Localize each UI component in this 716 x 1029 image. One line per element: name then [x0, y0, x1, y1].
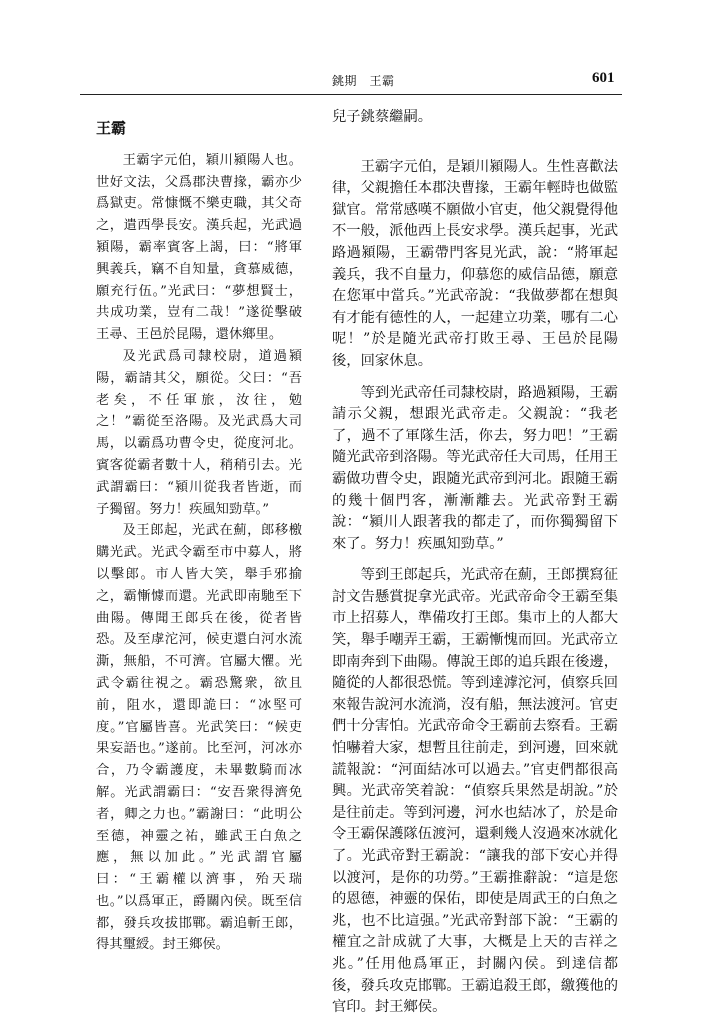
header-rule	[80, 94, 622, 95]
classical-paragraph-3: 及王郎起，光武在薊，郎移檄購光武。光武令霸至市中募人，將以擊郎。市人皆大笑，舉手邪揄之，霸慚懅而還。光武即南馳至下曲陽。傳聞王郎兵在後，從者皆恐。及至虖沱河，候吏還白河水流澌，無船，不可濟。官屬大懼。光武令霸往視之。霸恐驚衆，欲且前，阻水，還即詭曰：“冰堅可度。”官屬皆喜。光武笑曰：“候吏果妄語也。”遂前。比至河，河冰亦合，乃令霸護度，未畢數騎而冰解。光武謂霸曰：“安吾衆得濟免者，卿之力也。”霸謝曰：“此明公至德，神靈之祐，雖武王白魚之應，無以加此。”光武謂官屬曰：“王霸權以濟事，殆天瑞也。”以爲軍正，爵關內侯。既至信都，發兵攻拔邯鄲。霸追斬王郎，得其璽綬。封王鄉侯。	[96, 523, 302, 953]
translation-paragraph-3: 等到王郎起兵，光武帝在薊，王郎撰寫征討文告懸賞捉拿光武帝。光武帝命令王霸至集市上招募人，準備攻打王郎。集市上的人都大笑，舉手嘲弄王霸，王霸慚愧而回。光武帝立即南奔到下曲陽。傳說王郎的追兵跟在後邊，隨從的人都很恐慌。等到達滹沱河，偵察兵回來報告說河水流淌，沒有船，無法渡河。官吏們十分害怕。光武帝命令王霸前去察看。王霸怕嚇着大家，想暫且往前走，到河邊，回來就謊報說：“河面結冰可以過去。”官吏們都很高興。光武帝笑着說：“偵察兵果然是胡說。”於是往前走。等到河邊，河水也結冰了，於是命令王霸保護隊伍渡河，還剩幾人沒過來冰就化了。光武帝對王霸說：“讓我的部下安心并得以渡河，是你的功勞。”王霸推辭說：“這是您的恩德，神靈的保佑，即使是周武王的白魚之兆，也不比這强。”光武帝對部下說：“王霸的權宜之計成就了大事，大概是上天的吉祥之兆。”任用他爲軍正，封關內侯。到達信都後，發兵攻克邯鄲。王霸追殺王郎，繳獲他的官印。封王鄉侯。	[332, 567, 618, 1016]
classical-paragraph-2: 及光武爲司隸校尉，道過潁陽，霸請其父，願從。父曰：“吾老矣，不任軍旅，汝往，勉之！”霸從至洛陽。及光武爲大司馬，以霸爲功曹令史，從度河北。賓客從霸者數十人，稍稍引去。光武謂霸曰：“潁川從我者皆逝，而子獨留。努力！疾風知勁草。”	[96, 348, 302, 517]
translation-column	[332, 107, 618, 1029]
classical-text-column	[96, 100, 302, 956]
translation-paragraph-2: 等到光武帝任司隸校尉，路過潁陽，王霸請示父親，想跟光武帝走。父親說：“我老了，過不了軍隊生活，你去，努力吧！”王霸隨光武帝到洛陽。等光武帝任大司馬，任用王霸做功曹令史，跟隨光武帝到河北。跟隨王霸的幾十個門客，漸漸離去。光武帝對王霸說：“潁川人跟著我的都走了，而你獨獨留下來了。努力！疾風知勁草。”	[332, 384, 618, 552]
page-number: 601	[592, 70, 615, 86]
classical-paragraph-1: 王霸字元伯，穎川潁陽人也。世好文法，父爲郡決曹掾，霸亦少爲獄吏。常慷慨不樂吏職，其父奇之，遣西學長安。漢兵起，光武過潁陽，霸率賓客上謁，曰：“將軍興義兵，竊不自知量，貪慕威德，願充行伍。”光武曰：“夢想賢士，共成功業，豈有二哉！”遂從擊破王尋、王邑於昆陽，還休鄉里。	[96, 152, 302, 343]
running-head: 銚期 王霸	[332, 74, 395, 88]
section-title: 王霸	[96, 119, 127, 137]
page-header	[0, 70, 716, 94]
translation-lead-line: 兒子銚蔡繼嗣。	[332, 109, 433, 125]
translation-paragraph-1: 王霸字元伯，是穎川潁陽人。生性喜歡法律，父親擔任本郡決曹掾，王霸年輕時也做監獄官。常常感嘆不願做小官吏，他父親覺得他不一般，派他西上長安求學。漢兵起事，光武路過潁陽，王霸帶門客見光武，說：“將軍起義兵，我不自量力，仰慕您的威信品德，願意在您軍中當兵。”光武帝說：“我做夢都在想與有才能有德性的人，一起建立功業，哪有二心呢！”於是隨光武帝打敗王尋、王邑於昆陽後，回家休息。	[332, 158, 618, 369]
